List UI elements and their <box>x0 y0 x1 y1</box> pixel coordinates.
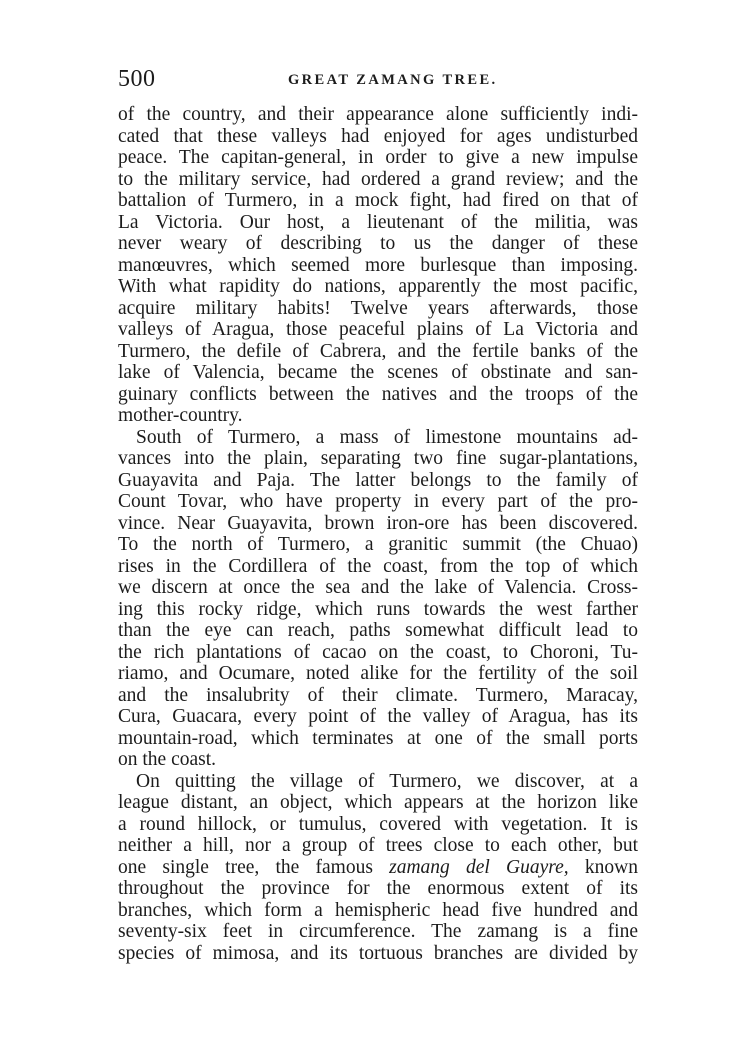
text-line: South of Turmero, a mass of limestone mountains ad- <box>136 426 638 448</box>
text-line: mountain-road, which terminates at one of the small ports <box>118 727 638 749</box>
text-line: guinary conflicts between the natives and the troops of the <box>118 383 638 405</box>
text-line: valleys of Aragua, those peaceful plains of La Victoria and <box>118 319 638 340</box>
text-line: species of mimosa, and its tortuous branches are divided by <box>118 942 638 964</box>
text-line: acquire military habits! Twelve years afterwards, those <box>118 297 638 319</box>
text-line: and the insalubrity of their climate. Turmero, Maracay, <box>118 684 638 706</box>
text-line: Guayavita and Paja. The latter belongs to the family of <box>118 469 638 491</box>
text-line: seventy-six feet in circumference. The zamang is a fine <box>118 921 638 942</box>
text-line: than the eye can reach, paths somewhat difficult lead to <box>118 620 638 641</box>
page-number: 500 <box>118 66 156 92</box>
text-line: a round hillock, or tumulus, covered with vegetation. It is <box>118 813 638 835</box>
text-line: riamo, and Ocumare, noted alike for the fertility of the soil <box>118 663 638 684</box>
text-line: manœuvres, which seemed more burlesque than imposing. <box>118 254 638 276</box>
text-line: vince. Near Guayavita, brown iron-ore has been discovered. <box>118 512 638 534</box>
text-line: La Victoria. Our host, a lieutenant of the militia, was <box>118 211 638 233</box>
page-header <box>118 66 630 96</box>
text-line: throughout the province for the enormous extent of its <box>118 878 638 899</box>
text-line: To the north of Turmero, a granitic summit (the Chuao) <box>118 534 638 555</box>
text-line: ing this rocky ridge, which runs towards the west farther <box>118 598 638 620</box>
text-line: rises in the Cordillera of the coast, from the top of which <box>118 555 638 577</box>
text-line: the rich plantations of cacao on the coast, to Choroni, Tu- <box>118 641 638 663</box>
text-line: league distant, an object, which appears at the horizon like <box>118 792 638 813</box>
text-line: mother-country. <box>118 405 243 426</box>
text-run: known <box>568 856 638 878</box>
text-line: never weary of describing to us the danger of these <box>118 233 638 254</box>
italic-term: zamang del Guayre, <box>389 856 569 878</box>
text-line: Turmero, the defile of Cabrera, and the fertile banks of the <box>118 340 638 362</box>
text-line: cated that these valleys had enjoyed for ages undisturbed <box>118 125 638 147</box>
text-line: to the military service, had ordered a grand review; and the <box>118 168 638 190</box>
text-line: vances into the plain, separating two fine sugar-plantations, <box>118 448 638 469</box>
text-line: Cura, Guacara, every point of the valley of Aragua, has its <box>118 706 638 727</box>
text-line: With what rapidity do nations, apparently the most pacific, <box>118 276 638 297</box>
text-run: one single tree, the famous <box>118 856 390 878</box>
running-head: GREAT ZAMANG TREE. <box>288 72 498 88</box>
text-line: branches, which form a hemispheric head five hundred and <box>118 899 638 921</box>
text-line: neither a hill, nor a group of trees close to each other, but <box>118 835 638 856</box>
text-line: peace. The capitan-general, in order to give a new impulse <box>118 147 638 168</box>
text-line: lake of Valencia, became the scenes of obstinate and san- <box>118 362 638 383</box>
text-line: we discern at once the sea and the lake of Valencia. Cross- <box>118 577 638 598</box>
text-line: of the country, and their appearance alone sufficiently indi- <box>118 104 638 125</box>
text-line: On quitting the village of Turmero, we discover, at a <box>136 770 638 792</box>
text-line: Count Tovar, who have property in every part of the pro- <box>118 491 638 512</box>
text-line: on the coast. <box>118 749 217 770</box>
body-text <box>118 104 638 964</box>
text-line: battalion of Turmero, in a mock fight, had fired on that of <box>118 190 638 211</box>
text-line <box>118 857 638 879</box>
